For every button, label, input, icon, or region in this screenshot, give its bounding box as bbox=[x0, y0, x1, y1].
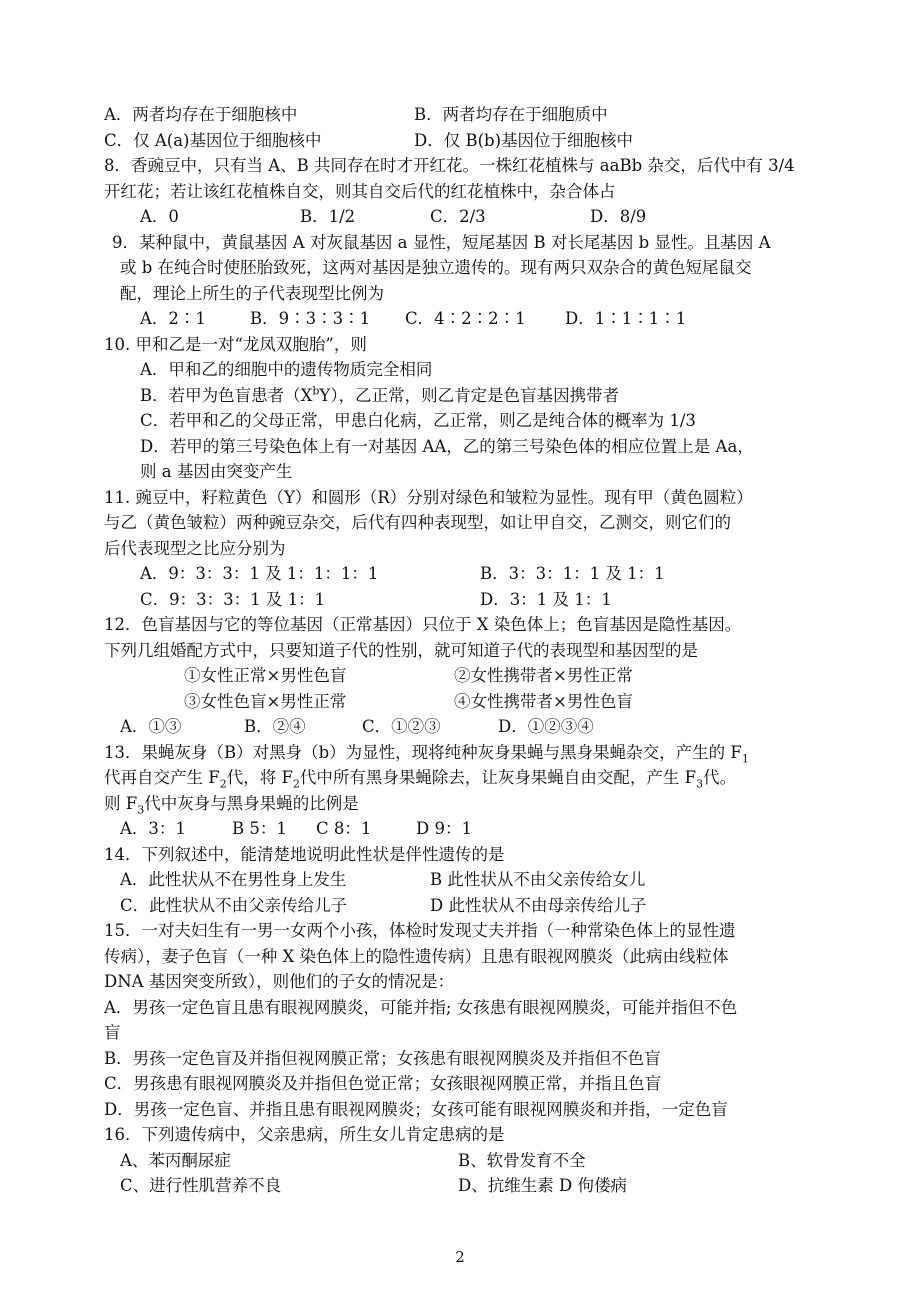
q13-option-a: A．3：1 bbox=[120, 819, 186, 838]
q12-choice-2: ②女性携带者×男性正常 bbox=[454, 666, 633, 685]
q15-option-c: C．男孩患有眼视网膜炎及并指但色觉正常；女孩眼视网膜正常，并指且色盲 bbox=[104, 1074, 662, 1093]
q11-stem-line1: 11. 豌豆中，籽粒黄色（Y）和圆形（R）分别对绿色和皱粒为显性。现有甲（黄色圆粒） bbox=[104, 487, 753, 507]
q7-options-row1 bbox=[104, 102, 824, 128]
q12-options bbox=[104, 714, 824, 740]
q14-options-row1 bbox=[104, 867, 824, 893]
q7-option-b: B．两者均存在于细胞质中 bbox=[414, 105, 608, 124]
q13-option-c: C 8：1 bbox=[316, 819, 372, 838]
q8-option-b: B．1/2 bbox=[300, 207, 356, 226]
q16-option-b: B、软骨发育不全 bbox=[458, 1150, 586, 1170]
q12-stem-line1: 12．色盲基因与它的等位基因（正常基因）只位于 X 染色体上；色盲基因是隐性基因。 bbox=[104, 615, 742, 634]
q13-options bbox=[104, 816, 824, 842]
q9-stem-line3: 配，理论上所生的子代表现型比例为 bbox=[120, 283, 384, 303]
q14-option-c: C．此性状从不由父亲传给儿子 bbox=[120, 895, 348, 915]
q9-stem-line1: 9．某种鼠中，黄鼠基因 A 对灰鼠基因 a 显性，短尾基因 B 对长尾基因 b 显性。且基因 A bbox=[112, 232, 771, 252]
q11-stem-line3: 后代表现型之比应分别为 bbox=[104, 538, 286, 558]
q7-options-row2 bbox=[104, 128, 824, 154]
q16-options-row1 bbox=[104, 1148, 824, 1174]
q12-choices-row1 bbox=[104, 663, 824, 689]
q8-option-a: A．0 bbox=[140, 207, 179, 226]
q16-option-a: A、苯丙酮尿症 bbox=[120, 1150, 231, 1170]
q12-option-b: B．②④ bbox=[244, 717, 306, 736]
q15-option-a-line2: 盲 bbox=[104, 1023, 121, 1042]
q8-option-c: C．2/3 bbox=[430, 207, 486, 226]
q14-option-d: D 此性状从不由母亲传给儿子 bbox=[430, 895, 647, 915]
q12-stem-line2: 下列几组婚配方式中，只要知道子代的性别，就可知道子代的表现型和基因型的是 bbox=[104, 640, 698, 660]
q15-option-a-line1: A．男孩一定色盲且患有眼视网膜炎，可能并指; 女孩患有眼视网膜炎，可能并指但不色 bbox=[104, 997, 738, 1017]
page-number: 2 bbox=[455, 1248, 465, 1266]
q14-option-b: B 此性状从不由父亲传给女儿 bbox=[430, 870, 646, 889]
q11-options-row1 bbox=[104, 561, 824, 587]
q9-stem-line2: 或 b 在纯合时使胚胎致死，这两对基因是独立遗传的。现有两只双杂合的黄色短尾鼠交 bbox=[120, 258, 752, 277]
q8-options bbox=[104, 204, 824, 230]
q10-option-a: A．甲和乙的细胞中的遗传物质完全相同 bbox=[140, 360, 433, 379]
q13-stem-line2: 代再自交产生 $F_2$代，将 $F_2$代中所有黑身果蝇除去，让灰身果蝇自由交配，产生 $F_3$代。 bbox=[104, 768, 737, 791]
q11-stem-line2: 与乙（黄色皱粒）两种豌豆杂交，后代有四种表现型，如让甲自交，乙测交，则它们的 bbox=[104, 513, 731, 532]
q11-options-row2 bbox=[104, 587, 824, 613]
q9-option-b: B．9∶3∶3∶1 bbox=[250, 309, 371, 328]
q12-option-d: D．①②③④ bbox=[498, 717, 594, 736]
q16-option-d: D、抗维生素 D 佝偻病 bbox=[458, 1176, 627, 1195]
q8-option-d: D．8/9 bbox=[590, 207, 647, 226]
q14-stem: 14．下列叙述中，能清楚地说明此性状是伴性遗传的是 bbox=[104, 844, 505, 864]
q10-option-b: B．若甲为色盲患者$(X^bY)$，乙正常，则乙肯定是色盲基因携带者 bbox=[140, 384, 620, 405]
q12-choices-row2 bbox=[104, 689, 824, 715]
q7-option-c: C．仅 A(a)基因位于细胞核中 bbox=[104, 130, 322, 150]
q10-option-c: C．若甲和乙的父母正常，甲患白化病，乙正常，则乙是纯合体的概率为 1/3 bbox=[140, 411, 696, 430]
q10-option-d-line1: D．若甲的第三号染色体上有一对基因 AA，乙的第三号染色体的相应位置上是 Aa， bbox=[140, 436, 754, 456]
q16-option-c: C、进行性肌营养不良 bbox=[120, 1176, 282, 1195]
q16-stem: 16．下列遗传病中，父亲患病，所生女儿肯定患病的是 bbox=[104, 1125, 505, 1144]
q15-option-b: B．男孩一定色盲及并指但视网膜正常；女孩患有眼视网膜炎及并指但不色盲 bbox=[104, 1048, 661, 1068]
q14-option-a: A．此性状从不在男性身上发生 bbox=[120, 870, 347, 889]
q15-stem-line1: 15．一对夫妇生有一男一女两个小孩，体检时发现丈夫并指（一种常染色体上的显性遗 bbox=[104, 921, 736, 940]
q15-option-d: D．男孩一定色盲、并指且患有眼视网膜炎；女孩可能有眼视网膜炎和并指，一定色盲 bbox=[104, 1099, 728, 1119]
q9-option-d: D．1∶1∶1∶1 bbox=[565, 309, 687, 328]
q15-stem-line3: DNA 基因突变所致），则他们的子女的情况是： bbox=[104, 972, 455, 991]
q12-option-a: A．①③ bbox=[120, 717, 182, 736]
q12-choice-4: ④女性携带者×男性色盲 bbox=[454, 691, 633, 711]
q13-option-d: D 9：1 bbox=[416, 819, 472, 838]
q15-stem-line2: 传病），妻子色盲（一种 X 染色体上的隐性遗传病）且患有眼视网膜炎（此病由线粒体 bbox=[104, 946, 729, 966]
q10-stem: 10. 甲和乙是一对“龙凤双胞胎”，则 bbox=[104, 334, 367, 354]
q13-option-b: B 5：1 bbox=[232, 819, 287, 838]
q7-option-a: A．两者均存在于细胞核中 bbox=[104, 105, 298, 124]
q11-option-b: B．3：3：1：1 及 1：1 bbox=[480, 564, 665, 583]
q8-stem-line1: 8．香豌豆中，只有当 A、B 共同存在时才开红花。一株红花植株与 aaBb 杂交，后代中有 3/4 bbox=[104, 156, 795, 175]
q9-option-c: C．4∶2∶2∶1 bbox=[405, 309, 526, 328]
q12-option-c: C．①②③ bbox=[362, 717, 441, 736]
q7-option-d: D．仅 B(b)基因位于细胞核中 bbox=[414, 130, 634, 150]
q11-option-d: D．3：1 及 1：1 bbox=[480, 589, 612, 609]
q14-options-row2 bbox=[104, 893, 824, 919]
q13-stem-line1: 13．果蝇灰身（B）对黑身（b）为显性，现将纯种灰身果蝇与黑身果蝇杂交，产生的 $F_1$ bbox=[104, 742, 749, 765]
q16-options-row2 bbox=[104, 1173, 824, 1199]
q13-stem-line3: 则 $F_3$代中灰身与黑身果蝇的比例是 bbox=[104, 793, 359, 816]
q12-choice-1: ①女性正常×男性色盲 bbox=[184, 666, 347, 685]
q12-choice-3: ③女性色盲×男性正常 bbox=[184, 691, 347, 711]
q11-option-c: C．9：3：3：1 及 1：1 bbox=[140, 589, 326, 609]
q9-options bbox=[104, 306, 824, 332]
question-list bbox=[104, 102, 824, 1199]
q9-option-a: A．2∶1 bbox=[140, 309, 206, 328]
q8-stem-line2: 开红花；若让该红花植株自交，则其自交后代的红花植株中，杂合体占 bbox=[104, 181, 616, 201]
q10-option-d-line2: 则 a 基因由突变产生 bbox=[140, 462, 293, 481]
q11-option-a: A．9：3：3：1 及 1：1：1：1 bbox=[140, 564, 379, 583]
